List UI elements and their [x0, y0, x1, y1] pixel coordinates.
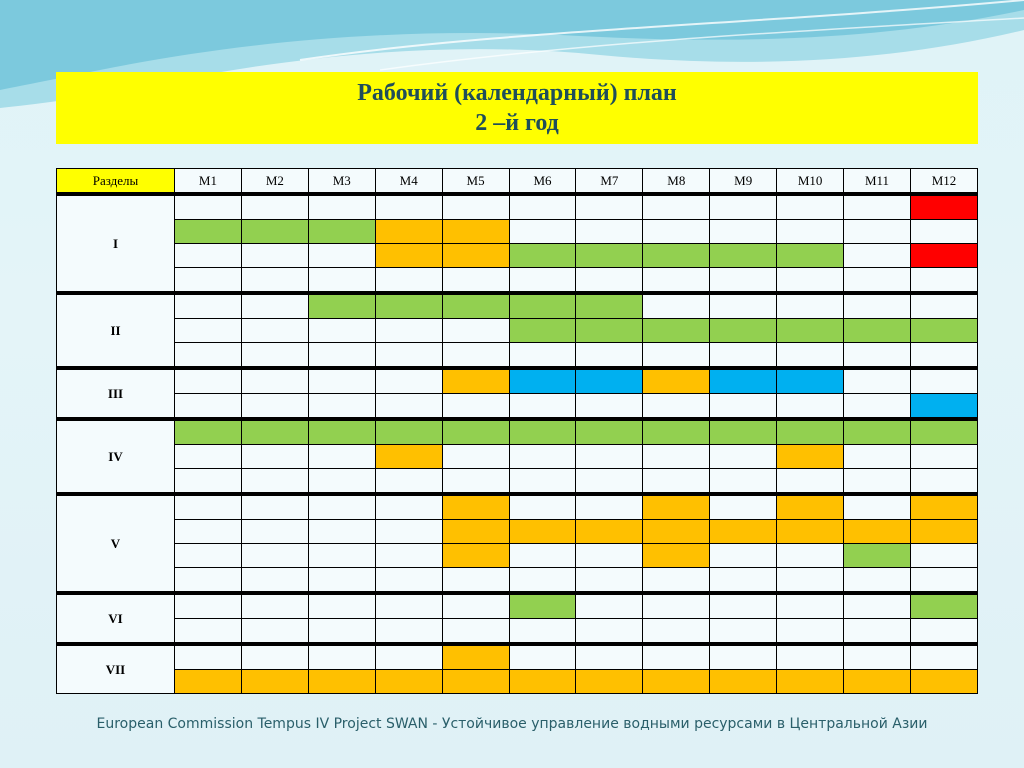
plan-cell [308, 343, 375, 369]
plan-cell [643, 368, 710, 394]
plan-cell [844, 394, 911, 420]
section-row [57, 619, 978, 645]
plan-cell [175, 619, 242, 645]
plan-cell [175, 319, 242, 343]
plan-cell [844, 593, 911, 619]
section-row [57, 494, 978, 520]
plan-cell [576, 568, 643, 594]
plan-cell [308, 544, 375, 568]
plan-cell [844, 670, 911, 694]
section-row [57, 419, 978, 445]
plan-cell [509, 670, 576, 694]
plan-cell [175, 568, 242, 594]
plan-cell [710, 494, 777, 520]
plan-cell [576, 419, 643, 445]
plan-cell [710, 293, 777, 319]
plan-cell [509, 220, 576, 244]
plan-cell [175, 494, 242, 520]
section-label: V [57, 494, 175, 593]
plan-cell [710, 544, 777, 568]
plan-cell [710, 670, 777, 694]
plan-cell [576, 244, 643, 268]
plan-cell [241, 220, 308, 244]
plan-cell [710, 244, 777, 268]
plan-cell [442, 568, 509, 594]
plan-cell [910, 469, 977, 495]
section-row [57, 244, 978, 268]
section-row [57, 220, 978, 244]
plan-cell [643, 644, 710, 670]
plan-cell [442, 343, 509, 369]
plan-cell [241, 419, 308, 445]
plan-cell [509, 394, 576, 420]
section-row [57, 644, 978, 670]
plan-cell [241, 194, 308, 220]
plan-cell [710, 568, 777, 594]
plan-cell [442, 319, 509, 343]
plan-cell [844, 469, 911, 495]
plan-cell [509, 293, 576, 319]
title-line-1: Рабочий (календарный) план [357, 80, 677, 106]
section-row [57, 268, 978, 294]
plan-cell [910, 670, 977, 694]
plan-cell [241, 244, 308, 268]
plan-cell [375, 445, 442, 469]
plan-cell [576, 220, 643, 244]
section-label: IV [57, 419, 175, 494]
plan-cell [777, 319, 844, 343]
plan-cell [643, 293, 710, 319]
plan-cell [442, 593, 509, 619]
title-line-2: 2 –й год [475, 110, 559, 136]
plan-cell [375, 670, 442, 694]
plan-cell [576, 394, 643, 420]
plan-cell [241, 494, 308, 520]
plan-cell [777, 343, 844, 369]
plan-cell [910, 494, 977, 520]
header-month: M4 [375, 169, 442, 195]
section-row [57, 445, 978, 469]
section-row [57, 194, 978, 220]
plan-cell [910, 544, 977, 568]
plan-cell [375, 494, 442, 520]
plan-cell [643, 419, 710, 445]
plan-cell [241, 368, 308, 394]
plan-cell [442, 394, 509, 420]
plan-cell [175, 469, 242, 495]
plan-cell [710, 343, 777, 369]
plan-cell [509, 619, 576, 645]
section-label: III [57, 368, 175, 419]
plan-cell [241, 293, 308, 319]
plan-cell [844, 268, 911, 294]
plan-cell [910, 343, 977, 369]
plan-cell [844, 319, 911, 343]
plan-cell [710, 368, 777, 394]
plan-cell [308, 419, 375, 445]
plan-cell [175, 293, 242, 319]
plan-cell [710, 644, 777, 670]
plan-cell [910, 368, 977, 394]
plan-cell [910, 319, 977, 343]
plan-cell [241, 343, 308, 369]
plan-cell [375, 319, 442, 343]
plan-cell [509, 494, 576, 520]
plan-cell [175, 593, 242, 619]
plan-cell [241, 568, 308, 594]
section-row [57, 520, 978, 544]
plan-cell [777, 194, 844, 220]
plan-cell [308, 644, 375, 670]
plan-cell [576, 644, 643, 670]
plan-cell [375, 469, 442, 495]
section-row [57, 293, 978, 319]
plan-cell [643, 520, 710, 544]
plan-cell [777, 520, 844, 544]
plan-cell [308, 394, 375, 420]
plan-cell [509, 593, 576, 619]
plan-cell [509, 644, 576, 670]
calendar-plan-table [56, 168, 978, 694]
plan-cell [308, 368, 375, 394]
plan-cell [777, 469, 844, 495]
plan-cell [576, 619, 643, 645]
plan-cell [308, 244, 375, 268]
plan-cell [241, 520, 308, 544]
plan-cell [910, 194, 977, 220]
plan-cell [576, 670, 643, 694]
plan-cell [442, 494, 509, 520]
footer-text: European Commission Tempus IV Project SWAN - Устойчивое управление водными ресурсами в Центральной Азии [96, 716, 928, 732]
plan-cell [910, 293, 977, 319]
plan-cell [910, 619, 977, 645]
plan-cell [375, 644, 442, 670]
plan-cell [442, 293, 509, 319]
plan-cell [509, 244, 576, 268]
plan-cell [175, 194, 242, 220]
header-month: M5 [442, 169, 509, 195]
section-row [57, 368, 978, 394]
plan-cell [442, 445, 509, 469]
plan-cell [375, 544, 442, 568]
plan-cell [910, 394, 977, 420]
section-row [57, 544, 978, 568]
plan-cell [442, 244, 509, 268]
plan-cell [643, 319, 710, 343]
section-row [57, 394, 978, 420]
plan-cell [241, 644, 308, 670]
plan-cell [710, 445, 777, 469]
plan-cell [844, 644, 911, 670]
plan-cell [576, 494, 643, 520]
plan-cell [576, 368, 643, 394]
plan-cell [777, 293, 844, 319]
plan-cell [375, 568, 442, 594]
header-month: M9 [710, 169, 777, 195]
section-label: II [57, 293, 175, 368]
plan-cell [241, 670, 308, 694]
plan-cell [844, 419, 911, 445]
plan-cell [175, 244, 242, 268]
plan-cell [509, 194, 576, 220]
plan-cell [308, 469, 375, 495]
plan-cell [844, 619, 911, 645]
plan-cell [710, 268, 777, 294]
plan-cell [910, 268, 977, 294]
plan-cell [910, 568, 977, 594]
plan-cell [777, 568, 844, 594]
plan-cell [643, 670, 710, 694]
header-month: M1 [175, 169, 242, 195]
section-row [57, 568, 978, 594]
plan-cell [241, 544, 308, 568]
plan-cell [910, 593, 977, 619]
plan-cell [509, 343, 576, 369]
header-month: M8 [643, 169, 710, 195]
plan-cell [509, 368, 576, 394]
plan-cell [175, 394, 242, 420]
plan-cell [643, 220, 710, 244]
plan-cell [844, 368, 911, 394]
section-row [57, 670, 978, 694]
plan-cell [175, 670, 242, 694]
plan-cell [844, 343, 911, 369]
plan-cell [308, 445, 375, 469]
plan-cell [241, 319, 308, 343]
plan-cell [308, 670, 375, 694]
plan-cell [509, 520, 576, 544]
plan-cell [509, 268, 576, 294]
plan-cell [576, 293, 643, 319]
plan-cell [643, 469, 710, 495]
plan-cell [375, 268, 442, 294]
plan-cell [576, 343, 643, 369]
plan-cell [910, 520, 977, 544]
plan-cell [442, 670, 509, 694]
plan-cell [375, 419, 442, 445]
plan-cell [442, 268, 509, 294]
plan-cell [241, 469, 308, 495]
plan-cell [777, 544, 844, 568]
plan-cell [375, 619, 442, 645]
plan-cell [643, 394, 710, 420]
plan-cell [241, 268, 308, 294]
plan-cell [442, 644, 509, 670]
plan-cell [442, 469, 509, 495]
plan-cell [710, 319, 777, 343]
plan-cell [643, 544, 710, 568]
plan-cell [442, 619, 509, 645]
plan-cell [308, 619, 375, 645]
plan-cell [175, 343, 242, 369]
plan-cell [442, 194, 509, 220]
plan-cell [241, 593, 308, 619]
plan-cell [710, 619, 777, 645]
plan-cell [910, 220, 977, 244]
header-row [57, 169, 978, 195]
plan-cell [777, 220, 844, 244]
plan-cell [910, 445, 977, 469]
plan-cell [777, 368, 844, 394]
plan-cell [576, 194, 643, 220]
plan-cell [308, 520, 375, 544]
header-month: M3 [308, 169, 375, 195]
plan-cell [375, 244, 442, 268]
plan-cell [777, 619, 844, 645]
plan-cell [777, 593, 844, 619]
plan-cell [175, 644, 242, 670]
plan-cell [844, 494, 911, 520]
plan-cell [643, 244, 710, 268]
plan-cell [777, 419, 844, 445]
plan-cell [576, 319, 643, 343]
plan-cell [375, 293, 442, 319]
section-row [57, 593, 978, 619]
plan-cell [844, 220, 911, 244]
plan-cell [710, 394, 777, 420]
plan-cell [777, 445, 844, 469]
plan-cell [442, 419, 509, 445]
plan-cell [308, 593, 375, 619]
plan-cell [576, 469, 643, 495]
header-month: M6 [509, 169, 576, 195]
plan-cell [777, 494, 844, 520]
plan-cell [643, 194, 710, 220]
plan-cell [308, 494, 375, 520]
plan-cell [509, 568, 576, 594]
plan-cell [643, 593, 710, 619]
plan-cell [844, 244, 911, 268]
section-row [57, 469, 978, 495]
plan-cell [509, 419, 576, 445]
header-month: M2 [241, 169, 308, 195]
plan-cell [308, 268, 375, 294]
plan-cell [910, 644, 977, 670]
plan-cell [375, 368, 442, 394]
plan-cell [844, 293, 911, 319]
plan-cell [375, 593, 442, 619]
plan-cell [844, 445, 911, 469]
plan-cell [576, 268, 643, 294]
header-month: M12 [910, 169, 977, 195]
plan-cell [509, 469, 576, 495]
plan-cell [375, 343, 442, 369]
plan-cell [241, 619, 308, 645]
plan-cell [175, 368, 242, 394]
plan-cell [175, 268, 242, 294]
plan-cell [308, 319, 375, 343]
plan-cell [241, 394, 308, 420]
section-row [57, 319, 978, 343]
plan-cell [175, 520, 242, 544]
plan-cell [442, 520, 509, 544]
plan-cell [710, 469, 777, 495]
plan-cell [241, 445, 308, 469]
plan-cell [844, 568, 911, 594]
section-row [57, 343, 978, 369]
section-label: VI [57, 593, 175, 644]
plan-cell [777, 644, 844, 670]
plan-cell [844, 194, 911, 220]
header-month: M11 [844, 169, 911, 195]
plan-cell [844, 520, 911, 544]
plan-cell [308, 293, 375, 319]
plan-cell [643, 619, 710, 645]
plan-cell [175, 220, 242, 244]
plan-cell [442, 544, 509, 568]
plan-cell [509, 445, 576, 469]
plan-cell [643, 343, 710, 369]
plan-cell [910, 244, 977, 268]
plan-cell [175, 445, 242, 469]
plan-cell [777, 670, 844, 694]
plan-cell [509, 319, 576, 343]
section-label: I [57, 194, 175, 293]
plan-cell [576, 445, 643, 469]
plan-cell [576, 544, 643, 568]
plan-cell [710, 194, 777, 220]
plan-cell [442, 368, 509, 394]
plan-cell [643, 268, 710, 294]
plan-cell [710, 593, 777, 619]
plan-cell [710, 419, 777, 445]
plan-cell [643, 568, 710, 594]
plan-cell [910, 419, 977, 445]
plan-cell [375, 394, 442, 420]
plan-cell [509, 544, 576, 568]
plan-cell [308, 194, 375, 220]
plan-cell [175, 544, 242, 568]
header-month: M7 [576, 169, 643, 195]
plan-cell [844, 544, 911, 568]
plan-cell [643, 445, 710, 469]
plan-cell [710, 520, 777, 544]
plan-cell [308, 568, 375, 594]
plan-cell [576, 520, 643, 544]
title-banner [56, 72, 978, 144]
plan-cell [710, 220, 777, 244]
plan-cell [777, 244, 844, 268]
plan-cell [375, 520, 442, 544]
plan-cell [375, 194, 442, 220]
header-sections: Разделы [57, 169, 175, 195]
plan-cell [175, 419, 242, 445]
plan-cell [777, 268, 844, 294]
header-month: M10 [777, 169, 844, 195]
plan-cell [375, 220, 442, 244]
plan-cell [442, 220, 509, 244]
section-label: VII [57, 644, 175, 694]
plan-cell [308, 220, 375, 244]
plan-cell [777, 394, 844, 420]
plan-cell [576, 593, 643, 619]
plan-cell [643, 494, 710, 520]
